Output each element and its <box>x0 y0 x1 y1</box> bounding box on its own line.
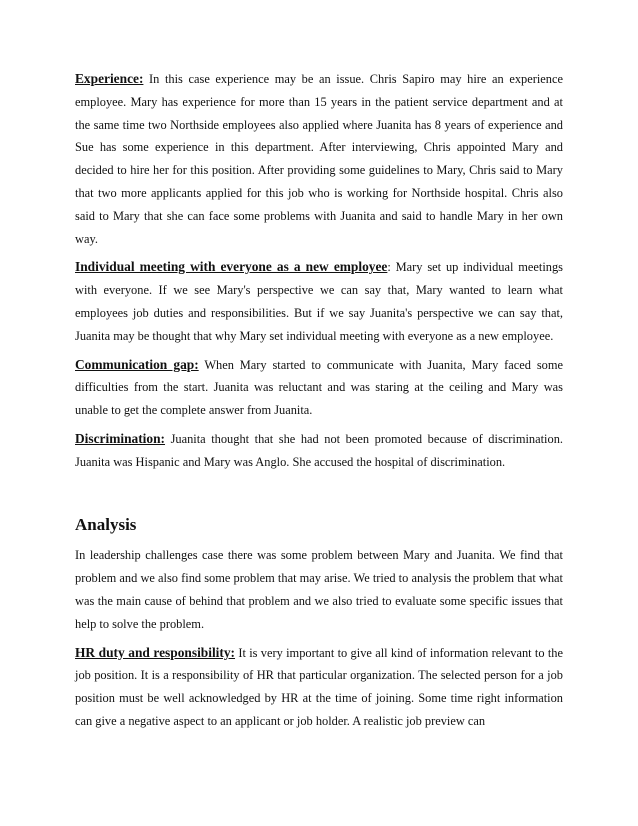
discrimination-text: Juanita thought that she had not been promoted because of discrimination. Juanita was Hispanic and Mary was Anglo. She accused the hospital of discrimination. <box>75 431 563 469</box>
discrimination-paragraph <box>75 428 563 474</box>
document-page <box>75 68 563 733</box>
communication-gap-text: When Mary started to communicate with Juanita, Mary faced some difficulties from the start. Juanita was reluctant and was staring at the ceiling and Mary was unable to get the complete answer from Juanita. <box>75 357 563 418</box>
hr-duty-text: It is very important to give all kind of information relevant to the job position. It is a responsibility of HR that particular organization. The selected person for a job position must be well acknowledged by HR at the time of joining. Some time right information can give a negative aspect to an applicant or job holder. A realistic job preview can <box>75 645 563 728</box>
individual-meeting-paragraph <box>75 256 563 347</box>
analysis-title: Analysis <box>75 514 137 534</box>
hr-duty-heading: HR duty and responsibility: <box>75 644 236 660</box>
hr-duty-paragraph <box>75 642 563 733</box>
communication-gap-heading: Communication gap: <box>75 356 199 372</box>
analysis-intro-text: In leadership challenges case there was some problem between Mary and Juanita. We find that problem and we also find some problem that may arise. We tried to analysis the problem that what was the main cause of behind that problem and we also tried to evaluate some specific issues that help to solve the problem. <box>75 548 563 631</box>
experience-heading: Experience: <box>75 71 144 86</box>
individual-meeting-heading: Individual meeting with everyone as a new employee <box>75 259 388 275</box>
individual-meeting-text: : Mary set up individual meetings with everyone. If we see Mary's perspective we can say that, Mary wanted to learn what employees job duties and responsibilities. But if we say Juanita's perspective we can say that, Juanita may be thought that why Mary set individual meeting with everyone as a new employee. <box>75 260 563 343</box>
experience-text: In this case experience may be an issue. Chris Sapiro may hire an experience employee. Mary has experience for more than 15 years in the patient service department and at the same time two Northside employees also applied where Juanita has 8 years of experience and Sue has some experience in this department. After interviewing, Chris appointed Mary and decided to hire her for this position. After providing some guidelines to Mary, Chris said to Mary that two more applicants applied for this job who is working for Northside hospital. Chris also said to Mary that she can face some problems with Juanita and said to handle Mary in her own way. <box>75 72 563 246</box>
experience-paragraph <box>75 68 563 250</box>
communication-gap-paragraph <box>75 354 563 422</box>
analysis-intro <box>75 544 563 635</box>
discrimination-heading: Discrimination: <box>75 430 166 446</box>
